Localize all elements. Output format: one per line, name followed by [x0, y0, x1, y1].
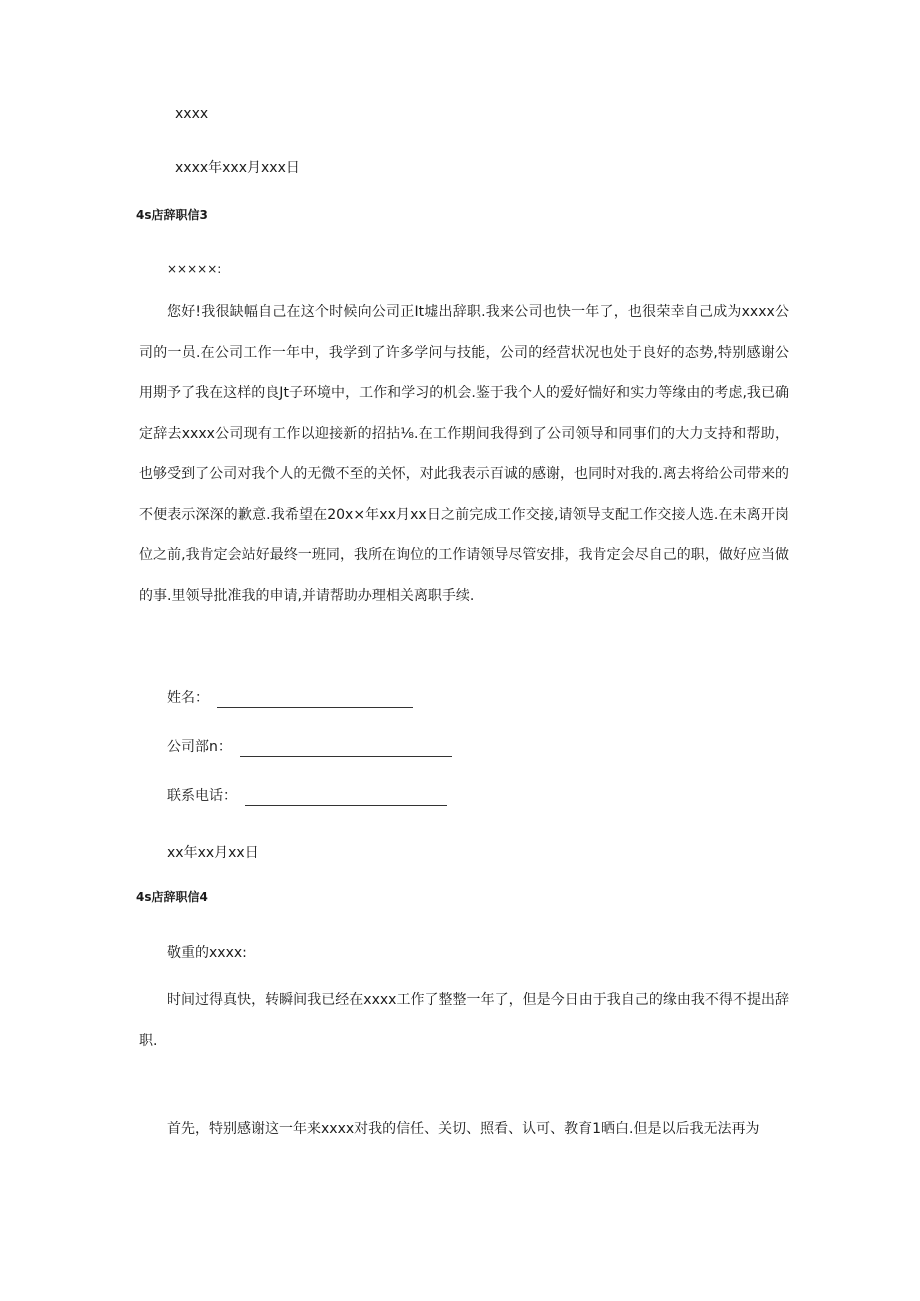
letter-signature: xxxx — [175, 106, 209, 122]
name-blank-line — [217, 693, 413, 708]
letter3-heading: 4s店辞职信3 — [136, 208, 208, 222]
phone-blank-line — [245, 791, 447, 806]
name-field-label: 姓名： — [167, 690, 209, 706]
letter4-paragraph-1: 时间过得真快，转瞬间我已经在xxxx工作了整整一年了，但是今日由于我自己的缘由我不得不提出辞职. — [139, 992, 789, 1049]
dept-field — [167, 737, 452, 757]
letter-date: xxxx年xxx月xxx日 — [175, 160, 300, 176]
letter3-date: xx年xx月xx日 — [167, 845, 259, 861]
phone-field-label: 联系电话： — [167, 788, 237, 804]
letter3-salutation: ×××××: — [167, 262, 222, 276]
dept-blank-line — [240, 742, 452, 757]
letter4-paragraph-2: 首先，特别感谢这一年来xxxx对我的信任、关切、照看、认可、教育1晒白.但是以后我无法再为 — [167, 1121, 760, 1137]
letter4-heading: 4s店辞职信4 — [136, 890, 208, 904]
letter4-salutation: 敬重的xxxx: — [167, 945, 247, 961]
name-field — [167, 688, 413, 708]
letter3-body: 您好!我很缺幅自己在这个时候向公司正It墟出辞职.我来公司也快一年了，也很荣幸自己成为xxxx公司的一员.在公司工作一年中，我学到了许多学问与技能，公司的经营状况也处于良好的态势,特别感谢公用期予了我在这样的良Jt子环境中，工作和学习的机会.鉴于我个人的爱好惴好和实力等缘由的考虑,我已确定辞去xxxx公司现有工作以迎接新的招拈⅛.在工作期间我得到了公司领导和同事们的大力支持和帮助，也够受到了公司对我个人的无微不至的关怀，对此我表示百诚的感谢，也同时对我的.离去将给公司带来的不便表示深深的歉意.我希望在20x×年xx月xx日之前完成工作交接,请领导支配工作交接人选.在未离开岗位之前,我肯定会站好最终一班同，我所在询位的工作请领导尽管安排，我肯定会尽自己的职，做好应当做的事.里领导批准我的申请,并请帮助办理相关离职手续. — [139, 304, 789, 604]
phone-field — [167, 786, 447, 806]
dept-field-label: 公司部n： — [167, 739, 232, 755]
